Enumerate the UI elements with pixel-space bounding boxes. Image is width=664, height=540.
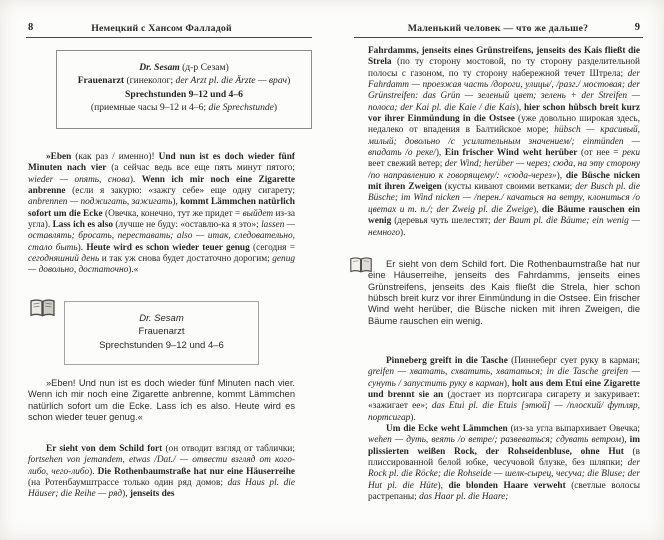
text-run: ),	[172, 197, 181, 208]
text-run: Heute wird es schon wieder teuer genug	[86, 242, 250, 253]
running-title-right: Маленький человек — что же дальше?	[407, 23, 589, 34]
text-run: Fahrdamms, jenseits eines Grünstreifens, jenseits des Kais fließt die Strela	[368, 46, 640, 68]
text-run: Um die Ecke weht Lämmchen	[386, 424, 508, 435]
text-run: die blonden Haare verweht	[448, 480, 566, 491]
text-run: (сегодня =	[249, 242, 295, 253]
text-run: (деревья чуть шелестят;	[391, 216, 494, 227]
text-run: (как раз / именно)!	[71, 152, 159, 162]
text-run: (из-за угла выпархивает Овечка;	[507, 424, 640, 435]
text-run: (приемные часы 9–12 и 4–6;	[90, 102, 209, 114]
text-run: и так уж снова будет достаточно дорогим;	[99, 254, 273, 265]
text-run: (кусты кивают своими ветками;	[441, 182, 576, 193]
open-book-icon	[29, 298, 56, 323]
text-run: (а сейчас ведь все еще пять минут пятого;	[106, 163, 295, 174]
text-run: выйдет	[242, 208, 274, 219]
text-run: (в плиссированной белой юбке, чесучовой блузке, без шляпки;	[368, 446, 640, 469]
header-rule-right	[354, 37, 643, 38]
doctor-sign-box	[56, 50, 312, 129]
paragraph-text	[28, 152, 295, 277]
text-run: Lass ich es also	[52, 220, 114, 231]
text-run: Frauenarzt	[138, 326, 185, 338]
glossed-paragraph-left	[28, 152, 295, 277]
book-page-right	[332, 0, 664, 540]
text-run: ).	[129, 174, 142, 185]
text-run: ),	[515, 102, 525, 113]
text-run: Ein frischer Wind weht herüber	[444, 148, 578, 159]
text-run: der Fahrdamm — проезжая часть /дороги, улицы/, /разг./ мостовая; der Grünstreifen: das Grün — зеленый цвет; зелень + der Streifen — полоса; der Kai pl. die Kaie / die Kais	[368, 68, 640, 113]
text-run: Wenn ich mir noch eine Zigarette anbrenne	[28, 174, 295, 197]
text-run: (на Ротенбаумштрассе только один ряд домов;	[28, 478, 228, 489]
plain-german-paragraph-right	[368, 259, 640, 327]
text-run: )	[273, 102, 278, 114]
glossed-paragraphs-right-2	[368, 356, 640, 503]
text-run: (он отводит взгляд от таблички;	[162, 444, 295, 454]
text-run: (уже довольно широкая здесь, недалеко от впадения в Балтийское море;	[368, 114, 640, 136]
running-title-left: Немецкий с Хансом Фалладой	[91, 23, 232, 34]
paragraph-text	[368, 46, 640, 239]
text-run: die Sprechstunde	[208, 102, 274, 114]
text-run: wieder — опять, снова	[28, 174, 130, 185]
paragraph-text: »Eben! Und nun ist es doch wieder fünf Minuten nach vier. Wenn ich mir noch eine Zigarette anbrenne, kommt Lämmchen natürlich sofort um die Ecke. Lass ich es also. Heute wird es schon wieder teuer genug.«	[28, 378, 295, 423]
text-run: das Haus pl. die Häuser; die Reihe — ряд	[28, 478, 295, 500]
text-run: ).	[89, 466, 98, 477]
text-run: die Büsche nicken mit ihren Zweigen	[368, 170, 640, 193]
text-run: из-за угла).	[28, 208, 295, 231]
header-rule-left	[26, 37, 312, 38]
text-run: ),	[435, 148, 445, 159]
paragraph-text	[368, 424, 640, 503]
text-run: Frauenarzt	[77, 75, 125, 87]
text-run: ).	[410, 412, 416, 423]
text-run: genug — довольно, достаточно	[28, 254, 295, 276]
text-run: Sprechstunden 9–12 und 4–6	[99, 339, 224, 351]
text-run: greifen — хватать, схватить, хвататься; in die Tasche greifen — сунуть / запустить руку в карман	[368, 367, 640, 389]
text-run: веет свежий ветер;	[368, 159, 445, 170]
text-run: wehen — дуть, веять /о ветре/; развеваться; сдувать ветром	[368, 435, 622, 446]
text-run: kommt Lämmchen natürlich sofort um die Ecke	[28, 197, 295, 219]
text-run: ),	[533, 204, 542, 215]
text-run: lassen — оставлять; бросать, переставать; also — итак, следовательно, стало быть	[28, 220, 295, 253]
text-run: Und nun ist es doch wieder fünf Minuten nach vier	[28, 152, 295, 174]
text-run: hier schon hübsch breit kurz vor ihrer Einmündung in die Ostsee	[368, 102, 640, 125]
glossed-paragraph-right	[368, 46, 640, 239]
text-run: (Овечка, конечно, тут же придет =	[102, 208, 243, 219]
text-run: das Haar pl. die Haare;	[419, 492, 509, 503]
text-run: im plissierten weißen Rock, der Rohseidenbluse, ohne Hut	[368, 435, 640, 457]
text-run: ).	[399, 227, 406, 238]
text-run: hübsch — красивый, милый; довольно /с усилительным значением/; einmünden — впадать /о реке/	[368, 125, 640, 159]
text-run: ),	[122, 489, 130, 500]
sign-box-line	[70, 325, 253, 338]
text-run: (достает из портсигара сигарету и закуривает: «зажигает ее»;	[368, 390, 640, 412]
sign-box-line	[63, 74, 305, 87]
text-run: jenseits des	[129, 489, 175, 500]
sign-box-line	[63, 88, 305, 101]
text-run: (если я закурю: «зажгу себе» еще одну сигарету;	[65, 186, 295, 197]
paragraph-text	[28, 444, 295, 501]
text-run: Sprechstunden 9–12 und 4–6	[125, 88, 243, 100]
text-run: anbrennen — поджигать, зажигать	[28, 197, 173, 208]
text-run: (от нее =	[577, 148, 623, 159]
text-run: das Etui pl. die Etuis [этюй] — /плоский/ футляр, портсигар	[368, 401, 640, 423]
text-run: Dr. Sesam	[139, 313, 184, 324]
page-number-left: 8	[28, 22, 34, 33]
text-run: (д-р Сезам)	[179, 62, 229, 73]
text-run: der Busch pl. die Büsche; im Wind nicken — /перен./ качаться на ветру, клониться /о цветах и т. п./; der Zweig pl. die Zweige	[368, 182, 640, 215]
paragraph-text	[368, 356, 640, 424]
text-run: ),	[437, 480, 449, 491]
text-run: (гинеколог;	[124, 75, 176, 87]
text-run: der Baum pl. die Bäume; ein wenig — немного	[368, 216, 640, 238]
text-run: ),	[503, 378, 512, 389]
page-number-right: 9	[634, 22, 640, 33]
text-run: Er sieht von dem Schild fort	[46, 444, 163, 454]
text-run: ),	[556, 170, 566, 181]
text-run: (светлые волосы растрепаны;	[368, 480, 640, 503]
text-run: сегодняшний день	[28, 254, 100, 265]
text-run: ).«	[128, 265, 139, 276]
text-run: Pinneberg greift in die Tasche	[386, 356, 508, 366]
text-run: (лучше не буду: «оставлю-ка я это»;	[113, 220, 262, 231]
text-run: Die Rothenbaumstraße hat nur eine Häuserreihe	[97, 466, 295, 477]
plain-german-paragraph-left	[28, 378, 295, 423]
doctor-sign-box-plain	[64, 301, 259, 365]
text-run: ),	[621, 435, 630, 446]
text-run: (по ту сторону мостовой, по ту сторону разделительной полосы с газоном, по ту сторону набережной течет Штрела;	[368, 57, 640, 79]
text-run: ).	[77, 242, 87, 253]
paragraph-text: Er sieht von dem Schild fort. Die Rothenbaumstraße hat nur eine Häuserreihe, jenseits des Fahrdamms, jenseits eines Grünstreifens, jenseits des Kais fließt die Strela, hier schon hübsch breit kurz vor ihrer Einmündung in die Ostsee. Ein frischer Wind weht herüber, die Büsche nicken mit ihren Zweigen, die Bäume rauschen ein wenig.	[368, 259, 640, 326]
text-run: )	[287, 75, 291, 87]
text-run: der Wind; herüber — через; сюда, на эту сторону /по направлению к говорящему/: «сюда-через»	[368, 159, 640, 181]
text-run: (Пиннеберг сует руку в карман;	[507, 356, 640, 366]
text-run: holt aus dem Etui eine Zigarette und brennt sie an	[368, 378, 640, 401]
sign-box-line	[63, 101, 305, 114]
sign-box-line	[70, 312, 253, 325]
text-run: der Rock pl. die Röcke; die Rohseide — шелк-сырец, чесуча; die Bluse; der Hut pl. die Hüte	[368, 458, 640, 491]
sign-box-line	[63, 61, 305, 74]
sign-box-line	[70, 339, 253, 352]
text-run: »Eben	[46, 152, 72, 162]
text-run: Dr. Sesam	[139, 62, 180, 73]
glossed-paragraph-left-2	[28, 444, 295, 501]
text-run: fortsehen von jemandem, etwas /Dat./ — отвести взгляд от кого-либо, чего-либо	[28, 455, 295, 477]
text-run: die Bäume rauschen ein wenig	[368, 204, 640, 227]
text-run: реки	[622, 148, 640, 159]
text-run: der Arzt pl. die Ärzte — врач	[175, 75, 288, 87]
